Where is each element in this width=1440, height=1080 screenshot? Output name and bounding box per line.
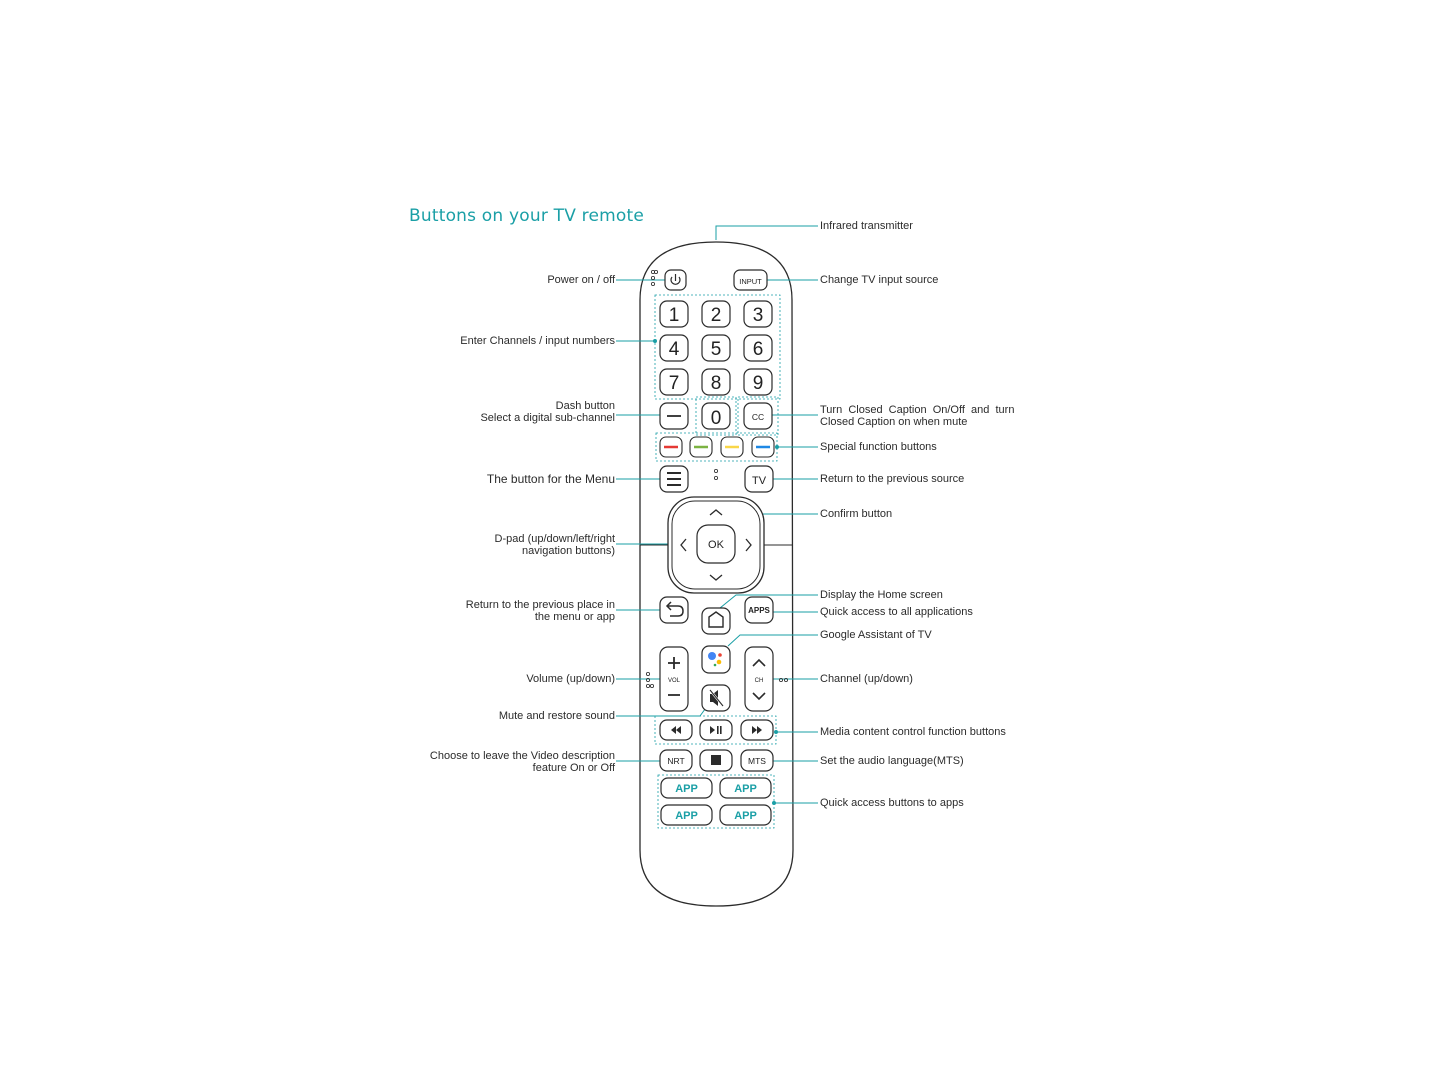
digit-button-7[interactable] xyxy=(660,369,688,395)
label-back-line2: the menu or app xyxy=(534,611,615,623)
digit-label: 6 xyxy=(752,339,764,360)
dash-button[interactable] xyxy=(660,403,688,429)
zero-label: 0 xyxy=(710,408,722,429)
digit-button-9[interactable] xyxy=(744,369,772,395)
number-pad xyxy=(660,301,772,395)
fast-forward-button[interactable] xyxy=(741,720,773,740)
home-button[interactable] xyxy=(702,608,730,634)
label-home: Display the Home screen xyxy=(820,589,943,601)
rewind-button[interactable] xyxy=(660,720,692,740)
digit-button-4[interactable] xyxy=(660,335,688,361)
label-assistant: Google Assistant of TV xyxy=(820,629,932,641)
label-nrt-line2: feature On or Off xyxy=(532,762,615,774)
mute-button[interactable] xyxy=(702,685,730,711)
digit-label: 1 xyxy=(668,305,680,326)
page-title: Buttons on your TV remote xyxy=(409,206,644,226)
label-dpad-line1: D-pad (up/down/left/right xyxy=(494,533,615,545)
app-label: APP xyxy=(675,783,698,795)
digit-label: 3 xyxy=(752,305,764,326)
ok-button[interactable] xyxy=(697,525,735,563)
label-back-line1: Return to the previous place in xyxy=(465,599,615,611)
back-button[interactable] xyxy=(660,597,688,623)
label-numbers: Enter Channels / input numbers xyxy=(460,335,615,347)
vol-label: VOL xyxy=(667,678,681,684)
label-previous-source: Return to the previous source xyxy=(820,473,965,485)
app-button-1[interactable] xyxy=(661,778,712,798)
label-power: Power on / off xyxy=(547,274,615,286)
label-mute: Mute and restore sound xyxy=(498,710,615,722)
label-confirm: Confirm button xyxy=(820,508,893,520)
nrt-button[interactable] xyxy=(660,750,692,771)
power-button[interactable] xyxy=(665,270,686,290)
label-menu: The button for the Menu xyxy=(486,472,615,486)
digit-button-5[interactable] xyxy=(702,335,730,361)
label-dash-line2: Select a digital sub-channel xyxy=(480,412,615,424)
app-button-2[interactable] xyxy=(720,778,771,798)
app-button-4[interactable] xyxy=(720,805,771,825)
google-assistant-button[interactable] xyxy=(702,646,730,673)
digit-label: 7 xyxy=(668,373,680,394)
play-pause-button[interactable] xyxy=(700,720,732,740)
volume-rocker xyxy=(660,647,688,711)
nrt-label: NRT xyxy=(667,756,685,766)
input-button[interactable] xyxy=(734,270,767,290)
menu-button[interactable] xyxy=(660,466,688,492)
app-label: APP xyxy=(734,810,757,822)
label-cc-line2: Closed Caption on when mute xyxy=(820,416,968,428)
label-apps: Quick access to all applications xyxy=(820,606,973,618)
green-button[interactable] xyxy=(690,437,712,457)
ch-label: CH xyxy=(754,678,764,684)
label-special: Special function buttons xyxy=(820,441,937,453)
label-input: Change TV input source xyxy=(820,274,939,286)
label-mts: Set the audio language(MTS) xyxy=(820,755,964,767)
label-cc xyxy=(820,404,1014,428)
label-dpad xyxy=(495,533,615,557)
stop-icon xyxy=(711,755,721,765)
label-dash-line1: Dash button xyxy=(555,400,615,412)
label-back xyxy=(466,599,615,623)
digit-label: 9 xyxy=(752,373,764,394)
mts-button[interactable] xyxy=(741,750,773,771)
blue-button[interactable] xyxy=(752,437,774,457)
label-cc-line1: Turn Closed Caption On/Off and turn xyxy=(820,404,1015,416)
leader-infrared xyxy=(716,226,818,240)
label-dpad-line2: navigation buttons) xyxy=(522,545,615,557)
apps-label: APPS xyxy=(748,606,770,615)
tv-button[interactable] xyxy=(745,466,773,492)
label-dash xyxy=(480,400,615,424)
yellow-button[interactable] xyxy=(721,437,743,457)
digit-label: 8 xyxy=(710,373,722,394)
tv-label: TV xyxy=(751,475,767,487)
digit-label: 2 xyxy=(710,305,722,326)
label-nrt xyxy=(430,750,615,774)
label-quick-apps: Quick access buttons to apps xyxy=(820,797,964,809)
digit-label: 5 xyxy=(710,339,722,360)
app-label: APP xyxy=(734,783,757,795)
ok-label: OK xyxy=(708,539,724,551)
digit-label: 4 xyxy=(668,339,680,360)
channel-rocker xyxy=(745,647,773,711)
mts-label: MTS xyxy=(748,756,766,766)
digit-button-6[interactable] xyxy=(744,335,772,361)
label-channel: Channel (up/down) xyxy=(820,673,913,685)
app-label: APP xyxy=(675,810,698,822)
digit-button-8[interactable] xyxy=(702,369,730,395)
label-infrared: Infrared transmitter xyxy=(820,220,913,232)
digit-button-1[interactable] xyxy=(660,301,688,327)
label-media: Media content control function buttons xyxy=(820,726,1006,738)
app-button-3[interactable] xyxy=(661,805,712,825)
label-volume: Volume (up/down) xyxy=(526,673,615,685)
zero-button[interactable] xyxy=(702,403,730,429)
dpad xyxy=(668,497,764,593)
apps-button[interactable] xyxy=(745,597,773,623)
digit-button-3[interactable] xyxy=(744,301,772,327)
cc-label: CC xyxy=(751,412,765,422)
input-label: INPUT xyxy=(739,277,762,286)
label-nrt-line1: Choose to leave the Video description xyxy=(429,750,615,762)
red-button[interactable] xyxy=(660,437,682,457)
stop-button[interactable] xyxy=(700,750,732,771)
digit-button-2[interactable] xyxy=(702,301,730,327)
cc-button[interactable] xyxy=(744,403,772,429)
